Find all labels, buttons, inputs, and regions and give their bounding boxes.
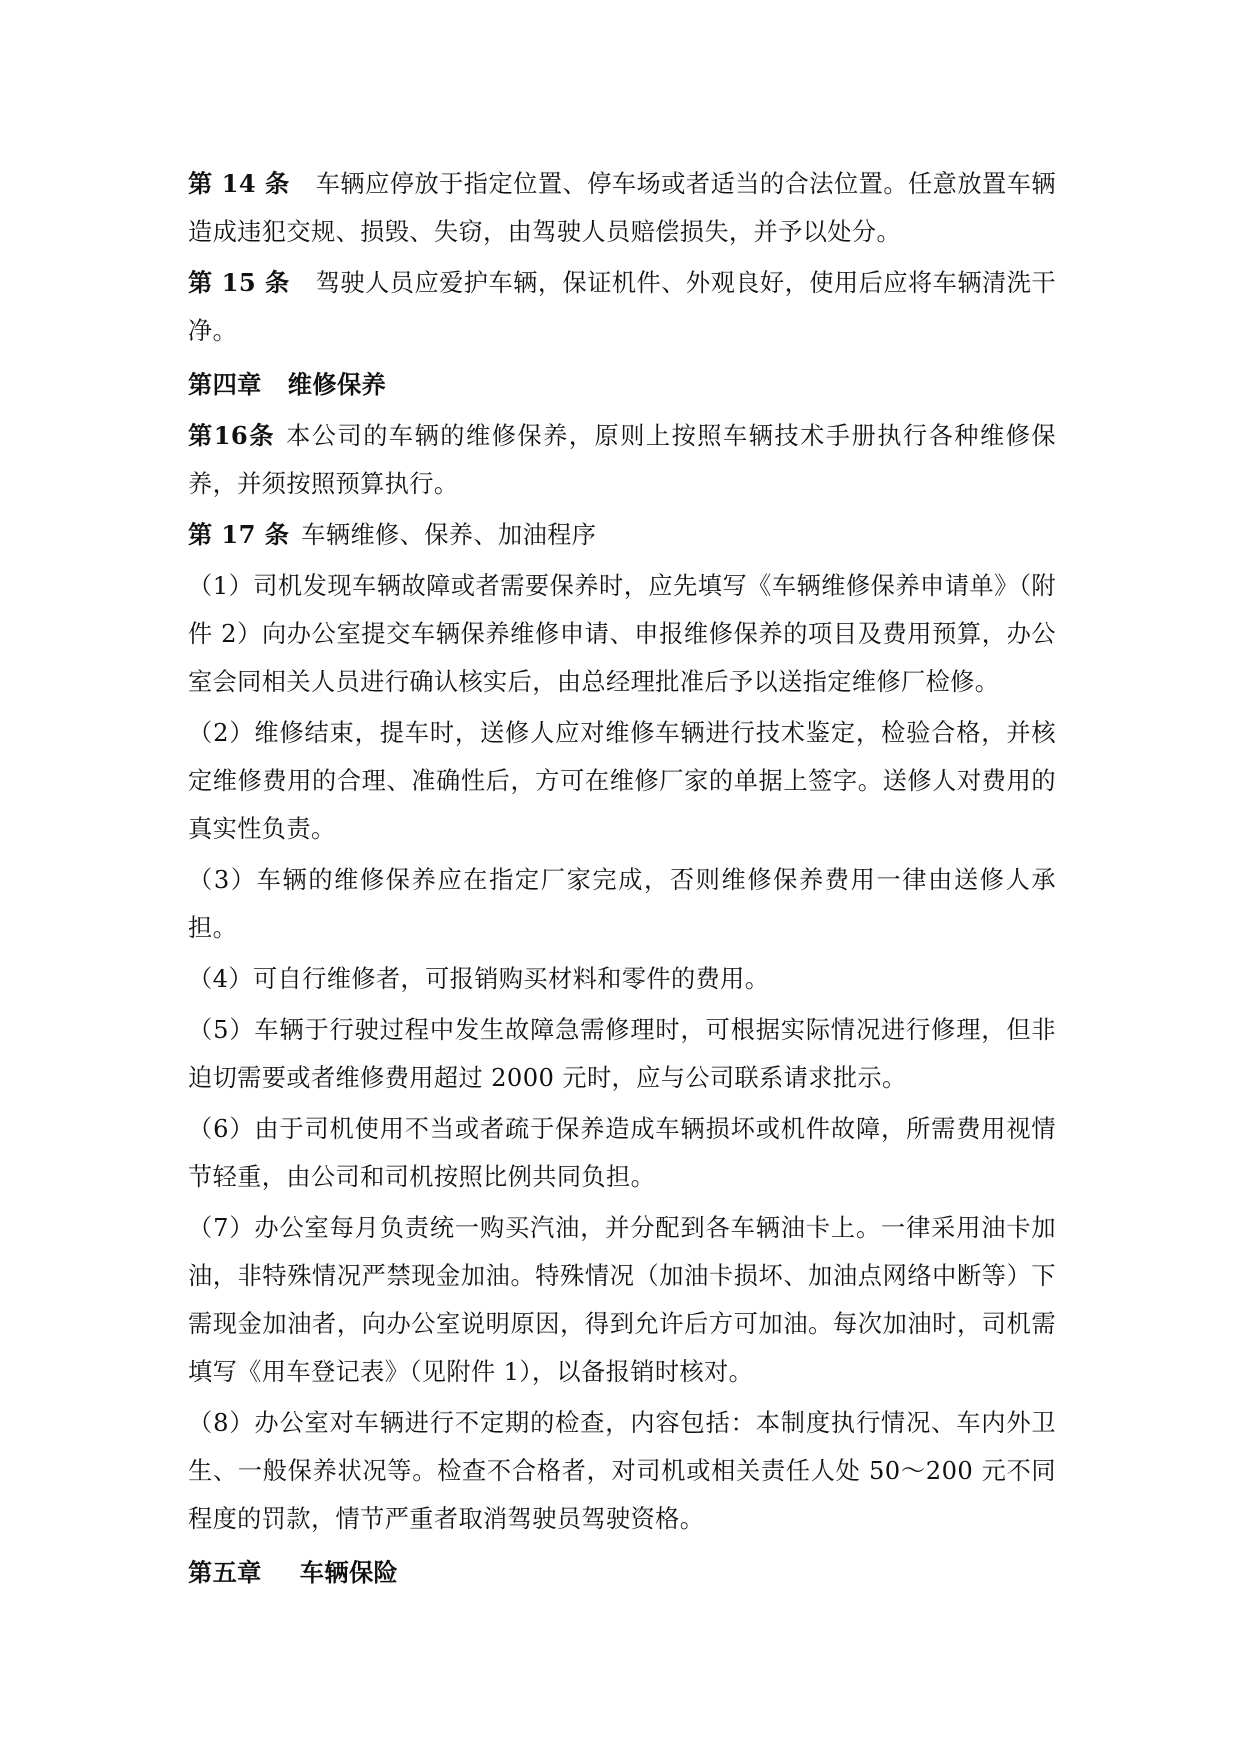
- list-item: （8）办公室对车辆进行不定期的检查，内容包括：本制度执行情况、车内外卫生、一般保养状况等。检查不合格者，对司机或相关责任人处 50～200 元不同程度的罚款，情节严重者取消驾驶员驾驶资格。: [188, 1409, 1057, 1533]
- article-14-label: 第 14 条: [188, 169, 290, 198]
- chapter-4-title: 维修保养: [287, 370, 387, 399]
- chapter-5-title: 车辆保险: [299, 1558, 399, 1587]
- article-16: [188, 412, 1056, 508]
- article-15-label: 第 15 条: [188, 268, 290, 297]
- article-17-label: 第 17 条: [188, 520, 290, 549]
- article-14-text: 车辆应停放于指定位置、停车场或者适当的合法位置。任意放置车辆造成违犯交规、损毁、失窃，由驾驶人员赔偿损失，并予以处分。: [188, 170, 1056, 246]
- article-14: [188, 160, 1056, 256]
- article-16-label: 第16条: [188, 421, 275, 450]
- list-item: （5）车辆于行驶过程中发生故障急需修理时，可根据实际情况进行修理，但非迫切需要或者维修费用超过 2000 元时，应与公司联系请求批示。: [188, 1016, 1057, 1092]
- document-page: [188, 160, 1056, 1597]
- list-item: （7）办公室每月负责统一购买汽油，并分配到各车辆油卡上。一律采用油卡加油，非特殊情况严禁现金加油。特殊情况（加油卡损坏、加油点网络中断等）下需现金加油者，向办公室说明原因，得到允许后方可加油。每次加油时，司机需填写《用车登记表》（见附件 1），以备报销时核对。: [188, 1214, 1057, 1386]
- list-item: （6）由于司机使用不当或者疏于保养造成车辆损坏或机件故障，所需费用视情节轻重，由公司和司机按照比例共同负担。: [188, 1115, 1057, 1191]
- article-17: [188, 511, 1056, 559]
- list-item: （2）维修结束，提车时，送修人应对维修车辆进行技术鉴定，检验合格，并核定维修费用的合理、准确性后，方可在维修厂家的单据上签字。送修人对费用的真实性负责。: [188, 719, 1057, 843]
- chapter-5-heading: [188, 1549, 1056, 1597]
- chapter-5-label: 第五章: [188, 1558, 262, 1587]
- article-15: [188, 259, 1056, 355]
- chapter-4-label: 第四章: [188, 370, 262, 399]
- article-15-text: 驾驶人员应爱护车辆，保证机件、外观良好，使用后应将车辆清洗干净。: [188, 269, 1056, 345]
- article-17-text: 车辆维修、保养、加油程序: [301, 521, 597, 549]
- list-item: （1）司机发现车辆故障或者需要保养时，应先填写《车辆维修保养申请单》（附件 2）向办公室提交车辆保养维修申请、申报维修保养的项目及费用预算，办公室会同相关人员进行确认核实后，由总经理批准后予以送指定维修厂检修。: [188, 572, 1056, 696]
- list-item: （4）可自行维修者，可报销购买材料和零件的费用。: [188, 965, 770, 993]
- chapter-4-heading: [188, 361, 1056, 409]
- list-item: （3）车辆的维修保养应在指定厂家完成，否则维修保养费用一律由送修人承担。: [188, 866, 1056, 942]
- article-16-text: 本公司的车辆的维修保养，原则上按照车辆技术手册执行各种维修保养，并须按照预算执行。: [188, 422, 1056, 498]
